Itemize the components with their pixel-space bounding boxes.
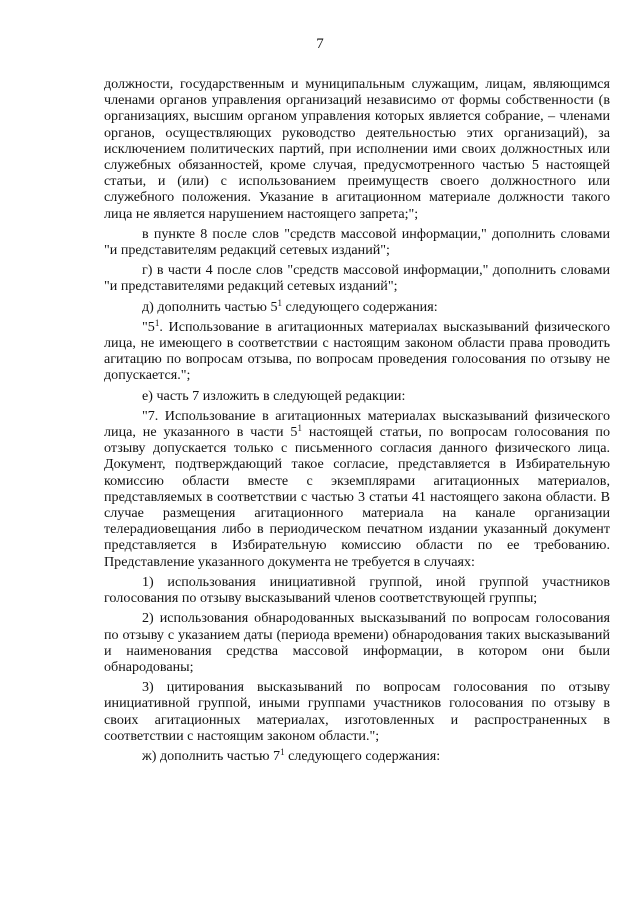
paragraph (104, 388, 610, 404)
paragraph (104, 226, 610, 258)
paragraph-text: настоящей статьи, по вопросам голосования по отзыву допускается только с письменного согласия данного физического лица. Документ, подтверждающий такое согласие, представляется в Избирательную комиссию области вместе с экземплярами агитационных материалов, представляемых в соответствии с частью 3 статьи 41 настоящего закона области. В случае размещения агитационного материала на канале организации телерадиовещания либо в периодическом печатном издании указанный документ представляется в Избирательную комиссию области по ее требованию. Представление указанного документа не требуется в случаях: (104, 424, 610, 570)
paragraph (104, 574, 610, 606)
paragraph (104, 610, 610, 675)
page-number: 7 (316, 36, 324, 52)
paragraph (104, 748, 610, 764)
paragraph-text: "5 (142, 318, 155, 335)
paragraph-text: "7. Использование в агитационных материалах высказываний физического лица, не указанного в части 5 (104, 407, 610, 441)
paragraph (104, 76, 610, 222)
superscript: 1 (280, 746, 285, 757)
document-body (104, 76, 610, 768)
paragraph-text: следующего содержания: (282, 298, 438, 315)
paragraph-text: 1) использования инициативной группой, иной группой участников голосования по отзыву высказываний членов соответствующей группы; (104, 573, 610, 607)
paragraph-text: следующего содержания: (284, 747, 441, 764)
superscript: 1 (154, 317, 160, 328)
paragraph-text: г) в части 4 после слов "средств массовой информации," дополнить словами "и представителями редакций сетевых изданий"; (104, 262, 610, 295)
paragraph (104, 262, 610, 294)
paragraph (104, 408, 610, 570)
paragraph-text: е) часть 7 изложить в следующей редакции: (142, 387, 406, 404)
paragraph-text: д) дополнить частью 5 (142, 298, 278, 315)
paragraph (104, 319, 610, 384)
paragraph (104, 299, 610, 315)
paragraph-text: 2) использования обнародованных высказываний по вопросам голосования по отзыву с указанием даты (периода времени) обнародования таких высказываний и наименования средства массовой информации, в котором они были обнародованы; (104, 610, 610, 675)
paragraph (104, 679, 610, 744)
paragraph-text: 3) цитирования высказываний по вопросам голосования по отзыву инициативной группой, иными группами участников голосования по отзыву в своих агитационных материалах, изготовленных и распространенных в соответствии с настоящим законом области."; (104, 679, 610, 744)
superscript: 1 (277, 297, 283, 308)
paragraph-text: в пункте 8 после слов "средств массовой информации," дополнить словами "и представителям редакций сетевых изданий"; (104, 225, 610, 259)
superscript: 1 (297, 423, 302, 434)
paragraph-text: ж) дополнить частью 7 (142, 747, 281, 764)
paragraph-text: . Использование в агитационных материалах высказываний физического лица, не имеющего в соответствии с настоящим законом области права проводить агитацию по вопросам отзыва, по вопросам проведения голосования по отзыву не допускается."; (104, 318, 610, 384)
paragraph-text: должности, государственным и муниципальным служащим, лицам, являющимся членами органов управления организаций независимо от формы собственности (в организациях, высшим органом управления которых является собрание, – членами органов, осуществляющих руководство деятельностью этих организаций), за исключением политических партий, при исполнении ими своих должностных или служебных обязанностей, кроме случая, предусмотренного частью 5 настоящей статьи, и (или) с использованием преимуществ своего должностного или служебного положения. Указание в агитационном материале должности такого лица не является нарушением настоящего запрета;"; (104, 76, 610, 222)
